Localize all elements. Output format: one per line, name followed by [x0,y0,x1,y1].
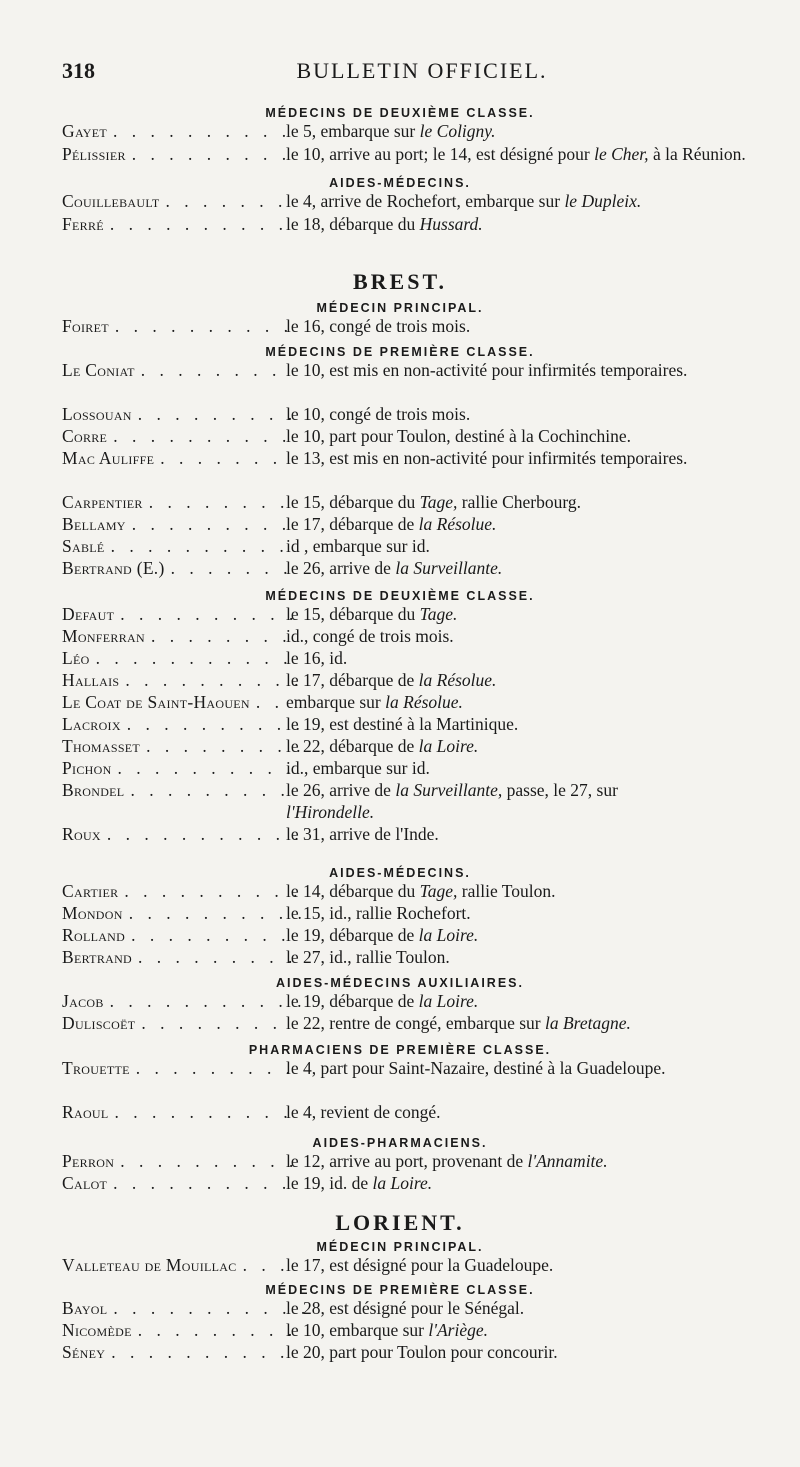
entry-name: Hallais [62,670,120,690]
ship-name: Tage, [419,492,458,512]
ship-name: la Loire. [418,991,479,1011]
entry-description: le 22, rentre de congé, embarque sur la Bretagne. [286,1013,631,1033]
leader-dots: . . . . . . . . [148,492,290,512]
entry-name: Séney [62,1342,106,1362]
leader-dots: . . . . . . . . . [135,1058,296,1078]
ship-name: la Loire. [372,1173,433,1193]
entry-name: Rolland [62,925,126,945]
entry-description: le 16, id. [286,648,348,668]
entry-name: Le Coat de Saint-Haouen [62,692,250,712]
leader-dots: . . . . . . . . . . [114,316,293,336]
leader-dots: . . . . . . . . . . [113,121,292,141]
leader-dots: . . . . . . . . [141,1013,282,1033]
entry-name: Calot [62,1173,108,1193]
entry-name: Roux [62,824,101,844]
ship-name: la Surveillante. [395,558,503,578]
ship-name: l'Annamite. [527,1151,608,1171]
ship-name: l'Hirondelle. [286,802,375,822]
section-heading: AIDES-MÉDECINS AUXILIAIRES. [275,976,524,990]
leader-dots: . . . . . . . . [140,360,282,380]
leader-dots: . . . . . . . . . [131,514,292,534]
ship-name: la Bretagne. [545,1013,631,1033]
entry-name: Mondon [62,903,123,923]
leader-dots: . . . . . . . . . . [110,536,289,556]
leader-dots: . . . . . . . . [150,626,292,646]
leader-dots: . . [255,692,285,712]
section-heading: AIDES-MÉDECINS. [329,176,471,190]
entry-description: le 19, débarque de la Loire. [286,925,479,945]
entry-description: le 31, arrive de l'Inde. [286,824,439,844]
section-heading: MÉDECINS DE PREMIÈRE CLASSE. [265,1283,535,1297]
entry-description: le 26, arrive de la Surveillante, passe, le 27, sur [286,780,618,800]
ship-name: la Loire. [418,925,479,945]
ship-name: la Résolue. [385,692,463,712]
section-heading: PHARMACIENS DE PREMIÈRE CLASSE. [248,1043,552,1057]
entry-name: Bertrand (E.) [62,558,165,578]
leader-dots: . . . . . . . . . [131,925,291,945]
ship-name: Tage. [419,604,458,624]
entry-name: Foiret [62,316,109,336]
section-heading: MÉDECINS DE DEUXIÈME CLASSE. [265,589,535,603]
leader-dots: . . . . . . . [165,191,288,211]
entry-description: le 10, embarque sur l'Ariège. [286,1320,489,1340]
leader-dots: . . . . . . . . . [131,144,292,164]
section-heading: AIDES-PHARMACIENS. [312,1136,488,1150]
entry-name: Bertrand [62,947,133,967]
entry-name: Carpentier [62,492,143,512]
leader-dots: . . . . . . . . . . . [95,648,293,668]
entry-description: embarque sur la Résolue. [286,692,463,712]
ship-name: Hussard. [419,214,483,234]
entry-description [286,801,786,823]
entry-name: Gayet [62,121,108,141]
entry-name: Pichon [62,758,112,778]
entry-description: le 5, embarque sur le Coligny. [286,121,496,141]
entry-name: Le Coniat [62,360,135,380]
leader-dots: . . . . . . . . . . [120,1151,299,1171]
entry-name: Cartier [62,881,119,901]
entry-description: le 10, congé de trois mois. [286,404,471,424]
entry-description: le 4, part pour Saint-Nazaire, destiné à la Guadeloupe. [286,1058,666,1078]
entry-name: Bayol [62,1298,108,1318]
entry-description: le 19, id. de la Loire. [286,1173,433,1193]
entry-description: le 4, revient de congé. [286,1102,441,1122]
leader-dots: . . . . . . . . . . [126,714,305,734]
entry-name: Ferré [62,214,104,234]
ship-name: le Dupleix. [564,191,642,211]
ship-name: le Coligny. [419,121,496,141]
port-heading-lorient: LORIENT. [335,1210,465,1235]
entry-name: Brondel [62,780,125,800]
entry-description: le 10, part pour Toulon, destiné à la Cochinchine. [286,426,631,446]
entry-description: le 22, débarque de la Loire. [286,736,479,756]
entry-description: le 14, débarque du Tage, rallie Toulon. [286,881,556,901]
entry-name: Trouette [62,1058,130,1078]
leader-dots: . . . . . . . . . . [117,758,296,778]
entry-name: Sablé [62,536,105,556]
entry-description: le 28, est désigné pour le Sénégal. [286,1298,525,1318]
page-number: 318 [62,58,95,83]
leader-dots: . . . . . . . . . . [128,903,307,923]
section-heading: MÉDECINS DE PREMIÈRE CLASSE. [265,345,535,359]
leader-dots: . . . [242,1255,290,1275]
leader-dots: . . . . . . . [160,448,283,468]
entry-description: le 15, id., rallie Rochefort. [286,903,471,923]
entry-name: Lossouan [62,404,132,424]
leader-dots: . . . . . . . . . [146,736,306,756]
entry-description: le 17, débarque de la Résolue. [286,514,497,534]
ship-name: l'Ariège. [428,1320,489,1340]
leader-dots: . . . . . . . [170,558,293,578]
leader-dots: . . . . . . . . . . [124,881,303,901]
leader-dots: . . . . . . . . . . . [109,991,307,1011]
entry-name: Valleteau de Mouillac [62,1255,237,1275]
entry-description: le 10, est mis en non-activité pour infirmités temporaires. [286,360,688,380]
leader-dots: . . . . . . . . . . . [113,1298,311,1318]
ship-name: la Surveillante, [395,780,503,800]
ship-name: la Loire. [418,736,479,756]
section-heading: MÉDECIN PRINCIPAL. [316,301,484,315]
entry-name: Monferran [62,626,145,646]
entry-name: Lacroix [62,714,121,734]
running-head [62,58,782,88]
entry-description: le 4, arrive de Rochefort, embarque sur le Dupleix. [286,191,642,211]
leader-dots: . . . . . . . . . [137,1320,298,1340]
leader-dots: . . . . . . . . . . [113,1173,292,1193]
leader-dots: . . . . . . . . . . [111,1342,290,1362]
entry-description: le 15, débarque du Tage, rallie Cherbourg. [286,492,582,512]
entry-description: id., congé de trois mois. [286,626,454,646]
entry-description: le 12, arrive au port, provenant de l'Annamite. [286,1151,608,1171]
leader-dots: . . . . . . . . . . [114,1102,293,1122]
entry-description: id , embarque sur id. [286,536,430,556]
ship-name: Tage, [419,881,458,901]
entry-name: Raoul [62,1102,109,1122]
entry-name: Duliscoët [62,1013,136,1033]
leader-dots: . . . . . . . . . . [109,214,289,234]
entry-description: le 10, arrive au port; le 14, est désigné pour le Cher, à la Réunion. [286,144,746,164]
entry-name: Mac Auliffe [62,448,155,468]
section-heading: MÉDECIN PRINCIPAL. [316,1240,484,1254]
entry-name: Defaut [62,604,115,624]
leader-dots: . . . . . . . . . . [113,426,292,446]
entry-description: le 16, congé de trois mois. [286,316,471,336]
entry-description: le 20, part pour Toulon pour concourir. [286,1342,558,1362]
entry-description: le 19, débarque de la Loire. [286,991,479,1011]
entry-name: Pélissier [62,144,126,164]
section-heading: MÉDECINS DE DEUXIÈME CLASSE. [265,106,535,120]
entry-description: le 18, débarque du Hussard. [286,214,483,234]
entry-description: le 15, débarque du Tage. [286,604,458,624]
port-heading-brest: BREST. [352,269,447,294]
ship-name: la Résolue. [418,670,497,690]
entry-name: Corre [62,426,108,446]
entry-name: Bellamy [62,514,126,534]
section-heading: AIDES-MÉDECINS. [329,866,471,880]
leader-dots: . . . . . . . . . [138,947,298,967]
entry-description: le 17, est désigné pour la Guadeloupe. [286,1255,554,1275]
running-title: BULLETIN OFFICIEL. [296,58,548,83]
entry-description: le 19, est destiné à la Martinique. [286,714,519,734]
entry-description: le 26, arrive de la Surveillante. [286,558,503,578]
entry-name: Léo [62,648,90,668]
entry-description: le 17, débarque de la Résolue. [286,670,497,690]
leader-dots: . . . . . . . . . . [120,604,299,624]
leader-dots: . . . . . . . . . [137,404,298,424]
entry-description: id., embarque sur id. [286,758,430,778]
entry-name: Perron [62,1151,115,1171]
entry-description: le 27, id., rallie Toulon. [286,947,450,967]
entry-name: Nicomède [62,1320,132,1340]
ship-name: la Résolue. [418,514,497,534]
entry-name: Thomasset [62,736,141,756]
entry-name: Jacob [62,991,104,1011]
entry-name: Couillebault [62,191,160,211]
ship-name: le Cher, [594,144,649,164]
leader-dots: . . . . . . . . . . . [106,824,304,844]
leader-dots: . . . . . . . . . [130,780,290,800]
entry-description: le 13, est mis en non-activité pour infirmités temporaires. [286,448,688,468]
leader-dots: . . . . . . . . . . [125,670,304,690]
